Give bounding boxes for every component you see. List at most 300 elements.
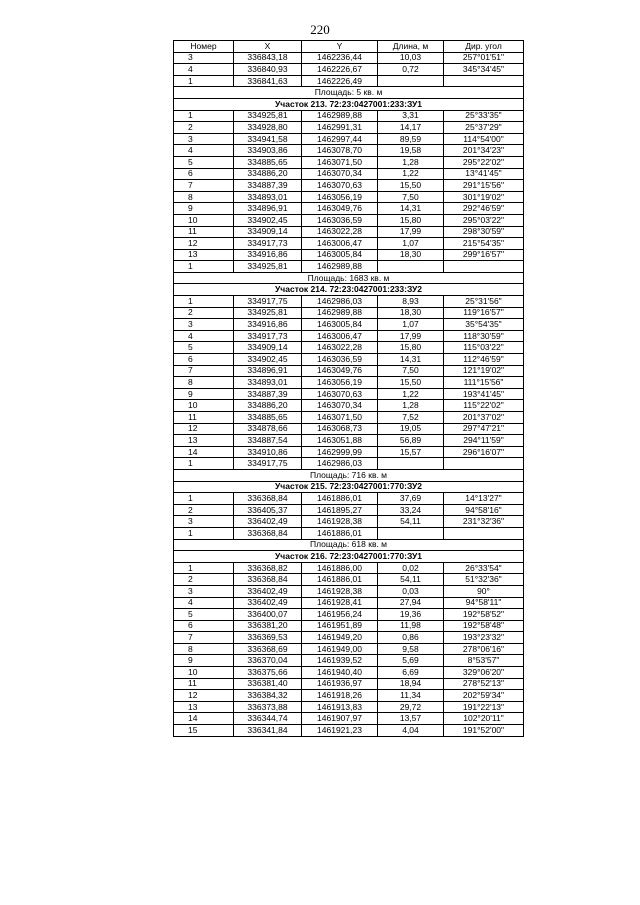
- cell-y: 1462989,88: [302, 307, 378, 319]
- parcel-title: Участок 215. 72:23:0427001:770:ЗУ2: [174, 481, 524, 493]
- cell-length: 54,11: [378, 574, 444, 586]
- cell-direction-angle: 94°58'16": [444, 504, 524, 516]
- cell-number: 13: [174, 701, 234, 713]
- cell-x: 334886,20: [234, 400, 302, 412]
- cell-number: 8: [174, 643, 234, 655]
- cell-y: 1463051,88: [302, 435, 378, 447]
- cell-direction-angle: 26°33'54": [444, 562, 524, 574]
- table-row: [174, 122, 524, 134]
- table-row: [174, 527, 524, 539]
- cell-x: 336368,84: [234, 527, 302, 539]
- cell-length: 54,11: [378, 516, 444, 528]
- cell-direction-angle: 118°30'59": [444, 330, 524, 342]
- cell-length: 15,50: [378, 377, 444, 389]
- cell-x: 334917,75: [234, 458, 302, 470]
- cell-length: 15,57: [378, 446, 444, 458]
- cell-x: 334917,73: [234, 238, 302, 250]
- cell-x: 334917,73: [234, 330, 302, 342]
- cell-y: 1461895,27: [302, 504, 378, 516]
- cell-length: 9,58: [378, 643, 444, 655]
- table-row: [174, 52, 524, 64]
- cell-number: 3: [174, 133, 234, 145]
- cell-number: 11: [174, 678, 234, 690]
- cell-y: 1461928,38: [302, 585, 378, 597]
- cell-x: 336384,32: [234, 690, 302, 702]
- cell-x: 336381,20: [234, 620, 302, 632]
- table-row: [174, 632, 524, 644]
- cell-direction-angle: 51°32'36": [444, 574, 524, 586]
- table-row: [174, 354, 524, 366]
- table-row: [174, 191, 524, 203]
- cell-y: 1461939,52: [302, 655, 378, 667]
- cell-x: 336402,49: [234, 585, 302, 597]
- column-header-x: X: [234, 41, 302, 53]
- cell-number: 11: [174, 226, 234, 238]
- table-row: [174, 701, 524, 713]
- cell-length: [378, 261, 444, 273]
- parcel-title: Участок 214. 72:23:0427001:233:ЗУ2: [174, 284, 524, 296]
- table-row: [174, 516, 524, 528]
- cell-length: 1,22: [378, 388, 444, 400]
- table-row: [174, 400, 524, 412]
- cell-direction-angle: 119°16'57": [444, 307, 524, 319]
- parcel-title-row: [174, 551, 524, 563]
- table-row: [174, 620, 524, 632]
- cell-direction-angle: 13°41'45": [444, 168, 524, 180]
- cell-length: 14,31: [378, 203, 444, 215]
- cell-y: 1463070,34: [302, 400, 378, 412]
- cell-x: 336402,49: [234, 516, 302, 528]
- cell-y: 1461949,20: [302, 632, 378, 644]
- cell-length: 13,57: [378, 713, 444, 725]
- cell-length: 1,28: [378, 400, 444, 412]
- cell-direction-angle: 90°: [444, 585, 524, 597]
- cell-direction-angle: 291°15'56": [444, 180, 524, 192]
- cell-number: 5: [174, 156, 234, 168]
- area-label: Площадь: 716 кв. м: [174, 469, 524, 481]
- table-row: [174, 226, 524, 238]
- cell-x: 334909,14: [234, 226, 302, 238]
- cell-y: 1462226,49: [302, 75, 378, 87]
- table-row: [174, 133, 524, 145]
- table-row: [174, 574, 524, 586]
- cell-y: 1461956,24: [302, 609, 378, 621]
- cell-length: 19,36: [378, 609, 444, 621]
- cell-number: 10: [174, 667, 234, 679]
- table-row: [174, 145, 524, 157]
- cell-direction-angle: 296°16'07": [444, 446, 524, 458]
- table-row: [174, 504, 524, 516]
- cell-number: 2: [174, 307, 234, 319]
- cell-direction-angle: 292°46'59": [444, 203, 524, 215]
- cell-length: [378, 458, 444, 470]
- cell-number: 7: [174, 180, 234, 192]
- cell-direction-angle: 25°31'56": [444, 296, 524, 308]
- column-header-number: Номер: [174, 41, 234, 53]
- cell-number: 6: [174, 620, 234, 632]
- cell-length: 33,24: [378, 504, 444, 516]
- table-row: [174, 562, 524, 574]
- cell-y: 1462236,44: [302, 52, 378, 64]
- table-row: [174, 435, 524, 447]
- cell-y: 1463070,34: [302, 168, 378, 180]
- cell-length: [378, 75, 444, 87]
- cell-length: 15,80: [378, 214, 444, 226]
- table-row: [174, 713, 524, 725]
- cell-direction-angle: 295°03'22": [444, 214, 524, 226]
- cell-number: 4: [174, 330, 234, 342]
- cell-x: 334903,86: [234, 145, 302, 157]
- cell-direction-angle: 294°11'59": [444, 435, 524, 447]
- table-row: [174, 458, 524, 470]
- cell-direction-angle: 231°32'36": [444, 516, 524, 528]
- cell-y: 1463056,19: [302, 377, 378, 389]
- cell-number: 3: [174, 319, 234, 331]
- cell-number: 7: [174, 365, 234, 377]
- table-header-row: [174, 41, 524, 53]
- cell-number: 4: [174, 64, 234, 76]
- cell-y: 1463049,76: [302, 203, 378, 215]
- area-row: [174, 272, 524, 284]
- cell-length: 56,89: [378, 435, 444, 447]
- cell-y: 1462999,99: [302, 446, 378, 458]
- cell-number: 3: [174, 516, 234, 528]
- table-row: [174, 667, 524, 679]
- table-row: [174, 110, 524, 122]
- cell-x: 334902,45: [234, 214, 302, 226]
- table-row: [174, 249, 524, 261]
- cell-x: 334902,45: [234, 354, 302, 366]
- cell-number: 9: [174, 388, 234, 400]
- cell-y: 1463022,28: [302, 226, 378, 238]
- cell-length: 6,69: [378, 667, 444, 679]
- cell-length: 1,07: [378, 238, 444, 250]
- cell-direction-angle: 25°37'29": [444, 122, 524, 134]
- cell-x: 334885,65: [234, 412, 302, 424]
- cell-direction-angle: 192°58'52": [444, 609, 524, 621]
- cell-y: 1462997,44: [302, 133, 378, 145]
- cell-y: 1461886,01: [302, 493, 378, 505]
- cell-number: 2: [174, 504, 234, 516]
- cell-direction-angle: 114°54'00": [444, 133, 524, 145]
- cell-direction-angle: 257°01'51": [444, 52, 524, 64]
- cell-x: 336370,04: [234, 655, 302, 667]
- coordinates-table: [173, 40, 524, 737]
- cell-x: 334925,81: [234, 110, 302, 122]
- parcel-title-row: [174, 481, 524, 493]
- cell-y: 1462986,03: [302, 296, 378, 308]
- cell-direction-angle: 191°52'00": [444, 725, 524, 737]
- cell-x: 336373,88: [234, 701, 302, 713]
- cell-number: 6: [174, 168, 234, 180]
- cell-length: 7,50: [378, 365, 444, 377]
- cell-direction-angle: [444, 458, 524, 470]
- cell-y: 1463070,63: [302, 180, 378, 192]
- cell-number: 14: [174, 446, 234, 458]
- table-row: [174, 156, 524, 168]
- cell-x: 336841,63: [234, 75, 302, 87]
- cell-direction-angle: 278°06'16": [444, 643, 524, 655]
- cell-x: 334925,81: [234, 307, 302, 319]
- cell-x: 334887,54: [234, 435, 302, 447]
- table-row: [174, 238, 524, 250]
- table-row: [174, 585, 524, 597]
- cell-y: 1461928,38: [302, 516, 378, 528]
- cell-direction-angle: 115°03'22": [444, 342, 524, 354]
- cell-number: 1: [174, 261, 234, 273]
- cell-length: [378, 527, 444, 539]
- cell-length: 89,59: [378, 133, 444, 145]
- cell-x: 334909,14: [234, 342, 302, 354]
- cell-number: 11: [174, 412, 234, 424]
- cell-direction-angle: 25°33'35": [444, 110, 524, 122]
- cell-direction-angle: 278°52'13": [444, 678, 524, 690]
- table-row: [174, 75, 524, 87]
- cell-y: 1461886,01: [302, 574, 378, 586]
- table-row: [174, 678, 524, 690]
- column-header-direction-angle: Дир. угол: [444, 41, 524, 53]
- cell-number: 1: [174, 458, 234, 470]
- cell-y: 1463071,50: [302, 412, 378, 424]
- cell-number: 3: [174, 52, 234, 64]
- parcel-title: Участок 216. 72:23:0427001:770:ЗУ1: [174, 551, 524, 563]
- cell-y: 1462989,88: [302, 110, 378, 122]
- cell-y: 1461913,83: [302, 701, 378, 713]
- parcel-title: Участок 213. 72:23:0427001:233:ЗУ1: [174, 98, 524, 110]
- cell-number: 13: [174, 435, 234, 447]
- cell-length: 0,02: [378, 562, 444, 574]
- cell-direction-angle: 193°41'45": [444, 388, 524, 400]
- cell-length: 7,50: [378, 191, 444, 203]
- table-row: [174, 296, 524, 308]
- cell-x: 334910,86: [234, 446, 302, 458]
- cell-y: 1463070,63: [302, 388, 378, 400]
- cell-y: 1461886,01: [302, 527, 378, 539]
- cell-y: 1462989,88: [302, 261, 378, 273]
- cell-length: 17,99: [378, 330, 444, 342]
- cell-y: 1463006,47: [302, 238, 378, 250]
- area-label: Площадь: 1683 кв. м: [174, 272, 524, 284]
- cell-length: 29,72: [378, 701, 444, 713]
- cell-length: 7,52: [378, 412, 444, 424]
- cell-x: 334893,01: [234, 191, 302, 203]
- cell-direction-angle: 94°58'11": [444, 597, 524, 609]
- table-row: [174, 423, 524, 435]
- table-row: [174, 180, 524, 192]
- cell-direction-angle: 102°20'11": [444, 713, 524, 725]
- cell-number: 1: [174, 493, 234, 505]
- cell-x: 336369,53: [234, 632, 302, 644]
- cell-x: 334896,91: [234, 203, 302, 215]
- cell-x: 334925,81: [234, 261, 302, 273]
- cell-direction-angle: 299°16'57": [444, 249, 524, 261]
- cell-direction-angle: [444, 75, 524, 87]
- cell-x: 334878,66: [234, 423, 302, 435]
- cell-length: 17,99: [378, 226, 444, 238]
- cell-y: 1463036,59: [302, 214, 378, 226]
- table-row: [174, 388, 524, 400]
- cell-x: 336843,18: [234, 52, 302, 64]
- cell-number: 8: [174, 377, 234, 389]
- cell-x: 334917,75: [234, 296, 302, 308]
- cell-number: 10: [174, 214, 234, 226]
- cell-length: 37,69: [378, 493, 444, 505]
- table-row: [174, 342, 524, 354]
- table-row: [174, 261, 524, 273]
- cell-direction-angle: 298°30'59": [444, 226, 524, 238]
- cell-number: 12: [174, 238, 234, 250]
- cell-direction-angle: 301°19'02": [444, 191, 524, 203]
- cell-direction-angle: 201°37'02": [444, 412, 524, 424]
- cell-number: 9: [174, 203, 234, 215]
- cell-y: 1461886,00: [302, 562, 378, 574]
- cell-number: 2: [174, 574, 234, 586]
- cell-length: 11,34: [378, 690, 444, 702]
- cell-direction-angle: 295°22'02": [444, 156, 524, 168]
- cell-x: 336381,40: [234, 678, 302, 690]
- table-row: [174, 609, 524, 621]
- cell-length: 1,28: [378, 156, 444, 168]
- cell-y: 1463036,59: [302, 354, 378, 366]
- cell-x: 336840,93: [234, 64, 302, 76]
- cell-direction-angle: 35°54'35": [444, 319, 524, 331]
- cell-direction-angle: [444, 261, 524, 273]
- cell-length: 27,94: [378, 597, 444, 609]
- cell-number: 1: [174, 296, 234, 308]
- table-row: [174, 725, 524, 737]
- cell-length: 8,93: [378, 296, 444, 308]
- column-header-length: Длина, м: [378, 41, 444, 53]
- cell-direction-angle: 112°46'59": [444, 354, 524, 366]
- cell-x: 334886,20: [234, 168, 302, 180]
- cell-y: 1463022,28: [302, 342, 378, 354]
- cell-x: 334896,91: [234, 365, 302, 377]
- cell-y: 1463005,84: [302, 319, 378, 331]
- table-row: [174, 643, 524, 655]
- cell-y: 1461949,00: [302, 643, 378, 655]
- cell-length: 0,72: [378, 64, 444, 76]
- area-row: [174, 469, 524, 481]
- cell-number: 4: [174, 597, 234, 609]
- cell-number: 5: [174, 609, 234, 621]
- cell-x: 336368,82: [234, 562, 302, 574]
- cell-y: 1463068,73: [302, 423, 378, 435]
- cell-y: 1463056,19: [302, 191, 378, 203]
- cell-length: 3,31: [378, 110, 444, 122]
- cell-y: 1462986,03: [302, 458, 378, 470]
- cell-y: 1461907,97: [302, 713, 378, 725]
- cell-x: 336368,69: [234, 643, 302, 655]
- cell-direction-angle: 201°34'23": [444, 145, 524, 157]
- cell-length: 14,31: [378, 354, 444, 366]
- cell-direction-angle: 329°06'20": [444, 667, 524, 679]
- cell-length: 19,58: [378, 145, 444, 157]
- cell-x: 334887,39: [234, 388, 302, 400]
- cell-number: 9: [174, 655, 234, 667]
- table-row: [174, 412, 524, 424]
- cell-y: 1463006,47: [302, 330, 378, 342]
- area-row: [174, 539, 524, 551]
- cell-y: 1461928,41: [302, 597, 378, 609]
- table-row: [174, 655, 524, 667]
- cell-direction-angle: 345°34'45": [444, 64, 524, 76]
- area-label: Площадь: 618 кв. м: [174, 539, 524, 551]
- cell-direction-angle: 121°19'02": [444, 365, 524, 377]
- cell-direction-angle: 297°47'21": [444, 423, 524, 435]
- cell-length: 10,03: [378, 52, 444, 64]
- table-row: [174, 307, 524, 319]
- cell-length: 18,30: [378, 249, 444, 261]
- cell-x: 334887,39: [234, 180, 302, 192]
- cell-direction-angle: 192°58'48": [444, 620, 524, 632]
- cell-length: 0,03: [378, 585, 444, 597]
- cell-y: 1461940,40: [302, 667, 378, 679]
- cell-direction-angle: 14°13'27": [444, 493, 524, 505]
- cell-y: 1461918,26: [302, 690, 378, 702]
- cell-number: 14: [174, 713, 234, 725]
- cell-length: 0,86: [378, 632, 444, 644]
- cell-number: 4: [174, 145, 234, 157]
- cell-number: 6: [174, 354, 234, 366]
- cell-number: 1: [174, 562, 234, 574]
- cell-number: 1: [174, 110, 234, 122]
- cell-x: 336375,66: [234, 667, 302, 679]
- cell-length: 19,05: [378, 423, 444, 435]
- cell-x: 334893,01: [234, 377, 302, 389]
- cell-length: 14,17: [378, 122, 444, 134]
- table-row: [174, 446, 524, 458]
- cell-number: 5: [174, 342, 234, 354]
- cell-number: 7: [174, 632, 234, 644]
- cell-y: 1462991,31: [302, 122, 378, 134]
- cell-number: 12: [174, 423, 234, 435]
- cell-number: 10: [174, 400, 234, 412]
- cell-x: 334928,80: [234, 122, 302, 134]
- cell-direction-angle: 111°15'56": [444, 377, 524, 389]
- table-row: [174, 330, 524, 342]
- cell-y: 1462226,67: [302, 64, 378, 76]
- cell-x: 336368,84: [234, 493, 302, 505]
- table-body: [174, 52, 524, 736]
- table-row: [174, 64, 524, 76]
- cell-direction-angle: 202°59'34": [444, 690, 524, 702]
- cell-y: 1463078,70: [302, 145, 378, 157]
- table-row: [174, 168, 524, 180]
- cell-number: 2: [174, 122, 234, 134]
- cell-y: 1461951,89: [302, 620, 378, 632]
- cell-length: 11,98: [378, 620, 444, 632]
- cell-x: 336368,84: [234, 574, 302, 586]
- cell-x: 334916,86: [234, 249, 302, 261]
- cell-direction-angle: 115°22'02": [444, 400, 524, 412]
- cell-y: 1463049,76: [302, 365, 378, 377]
- cell-direction-angle: 8°53'57": [444, 655, 524, 667]
- table-row: [174, 203, 524, 215]
- parcel-title-row: [174, 98, 524, 110]
- table-row: [174, 493, 524, 505]
- cell-y: 1463005,84: [302, 249, 378, 261]
- cell-length: 1,07: [378, 319, 444, 331]
- cell-length: 4,04: [378, 725, 444, 737]
- cell-length: 18,94: [378, 678, 444, 690]
- area-label: Площадь: 5 кв. м: [174, 87, 524, 99]
- cell-length: 5,69: [378, 655, 444, 667]
- cell-length: 15,50: [378, 180, 444, 192]
- table-row: [174, 214, 524, 226]
- cell-direction-angle: 191°22'13": [444, 701, 524, 713]
- cell-y: 1463071,50: [302, 156, 378, 168]
- cell-y: 1461921,23: [302, 725, 378, 737]
